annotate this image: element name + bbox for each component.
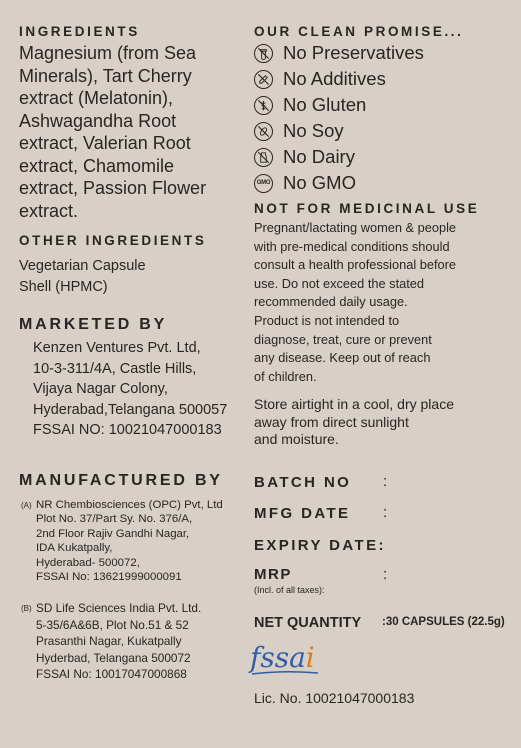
medicinal-line: of children. [254, 368, 317, 384]
mfg-date-label: MFG DATE [254, 505, 351, 522]
ingredients-line: extract. [19, 200, 79, 221]
batch-no-label: BATCH NO [254, 474, 352, 491]
fssai-logo [250, 641, 320, 676]
ingredients-list [19, 42, 249, 222]
promise-label: No Gluten [283, 94, 367, 115]
no-dairy-icon [254, 148, 273, 167]
marketed-by-address [33, 338, 263, 441]
mrp-note: (Incl. of all taxes): [254, 585, 325, 595]
medicinal-line: Product is not intended to [254, 312, 400, 328]
ingredients-line: extract, Valerian Root [19, 133, 191, 153]
manufactured-by-heading: MANUFACTURED BY [19, 472, 223, 489]
manufacturer-b-line: SD Life Sciences India Pvt. Ltd. [36, 601, 202, 615]
promise-item [254, 118, 424, 144]
promise-label: No GMO [283, 172, 356, 193]
clean-promise-list [254, 40, 424, 196]
storage-line: and moisture. [254, 431, 339, 447]
promise-label: No Preservatives [283, 42, 424, 63]
fssai-license: Lic. No. 10021047000183 [254, 690, 415, 706]
batch-no-colon: : [383, 473, 388, 490]
net-quantity-label: NET QUANTITY [254, 615, 362, 631]
fssai-logo-text: fssa [250, 641, 306, 674]
medicinal-line: recommended daily usage. [254, 294, 408, 310]
manufacturer-b-line: Prasanthi Nagar, Kukatpally [36, 634, 182, 649]
promise-item [254, 66, 424, 92]
no-gluten-icon [254, 96, 273, 115]
promise-label: No Soy [283, 120, 344, 141]
medicinal-line: with pre-medical conditions should [254, 238, 450, 254]
storage-line: Store airtight in a cool, dry place [254, 396, 454, 412]
promise-item [254, 144, 424, 170]
promise-label: No Dairy [283, 146, 355, 167]
manufacturer-a-line: Hyderabad- 500072, [36, 556, 140, 569]
manufacturer-b-line: 5-35/6A&6B, Plot No.51 & 52 [36, 617, 189, 632]
no-preservatives-icon [254, 44, 273, 63]
storage-instructions [254, 396, 516, 449]
manufacturer-b-marker: (B) [21, 604, 32, 613]
ingredients-heading: INGREDIENTS [19, 24, 140, 39]
no-soy-icon [254, 122, 273, 141]
medicinal-line: consult a health professional before [254, 257, 457, 273]
manufacturer-b-line: FSSAI No: 10017047000868 [36, 667, 187, 682]
manufacturer-b-line: Hyderbad, Telangana 500072 [36, 650, 191, 665]
manufacturer-a-marker: (A) [21, 501, 32, 510]
other-ingredients-line: Shell (HPMC) [19, 278, 108, 295]
other-ingredients-line: Vegetarian Capsule [19, 258, 146, 274]
no-gmo-icon: GMO [254, 174, 273, 193]
manufacturer-a-line: IDA Kukatpally, [36, 542, 113, 555]
ingredients-line: Ashwagandha Root [19, 110, 177, 131]
marketed-by-line: Hyderabad,Telangana 500057 [33, 401, 228, 418]
manufacturer-a-line: FSSAI No: 13621999000091 [36, 571, 182, 584]
net-quantity-value: :30 CAPSULES (22.5g) [382, 616, 505, 628]
expiry-date-label: EXPIRY DATE: [254, 537, 386, 554]
no-additives-icon [254, 70, 273, 89]
ingredients-line: extract, Passion Flower [19, 178, 207, 198]
ingredients-line: Magnesium (from Sea [19, 43, 197, 63]
ingredients-line: extract, Chamomile [19, 155, 175, 176]
manufacturer-a-address [36, 498, 248, 584]
promise-label: No Additives [283, 68, 386, 89]
promise-item [254, 40, 424, 66]
clean-promise-heading: OUR CLEAN PROMISE... [254, 24, 464, 39]
medicinal-line: Pregnant/lactating women & people [254, 220, 457, 235]
promise-item [254, 170, 424, 196]
manufacturer-a-line: 2nd Floor Rajiv Gandhi Nagar, [36, 527, 190, 540]
fssai-logo-i: i [305, 641, 315, 674]
marketed-by-heading: MARKETED BY [19, 316, 168, 333]
mrp-label: MRP [254, 566, 292, 583]
medicinal-line: use. Do not exceed the stated [254, 275, 425, 291]
marketed-by-line: Kenzen Ventures Pvt. Ltd, [33, 340, 201, 356]
storage-line: away from direct sunlight [254, 413, 409, 430]
manufacturer-a-line: NR Chembiosciences (OPC) Pvt, Ltd [36, 499, 223, 511]
manufacturer-b-address [36, 600, 248, 683]
other-ingredients-list [19, 256, 146, 297]
ingredients-line: Minerals), Tart Cherry [19, 65, 192, 86]
medicinal-warning [254, 219, 516, 386]
mfg-date-colon: : [383, 504, 388, 521]
not-medicinal-heading: NOT FOR MEDICINAL USE [254, 201, 480, 216]
mrp-colon: : [383, 566, 388, 583]
ingredients-line: extract (Melatonin), [19, 88, 174, 108]
marketed-by-line: Vijaya Nagar Colony, [33, 381, 168, 397]
manufacturer-a-line: Plot No. 37/Part Sy. No. 376/A, [36, 513, 193, 526]
other-ingredients-heading: OTHER INGREDIENTS [19, 233, 207, 248]
marketed-by-line: 10-3-311/4A, Castle Hills, [33, 360, 197, 377]
medicinal-line: any disease. Keep out of reach [254, 350, 431, 366]
promise-item [254, 92, 424, 118]
marketed-by-line: FSSAI NO: 10021047000183 [33, 422, 222, 438]
medicinal-line: diagnose, treat, cure or prevent [254, 331, 432, 347]
